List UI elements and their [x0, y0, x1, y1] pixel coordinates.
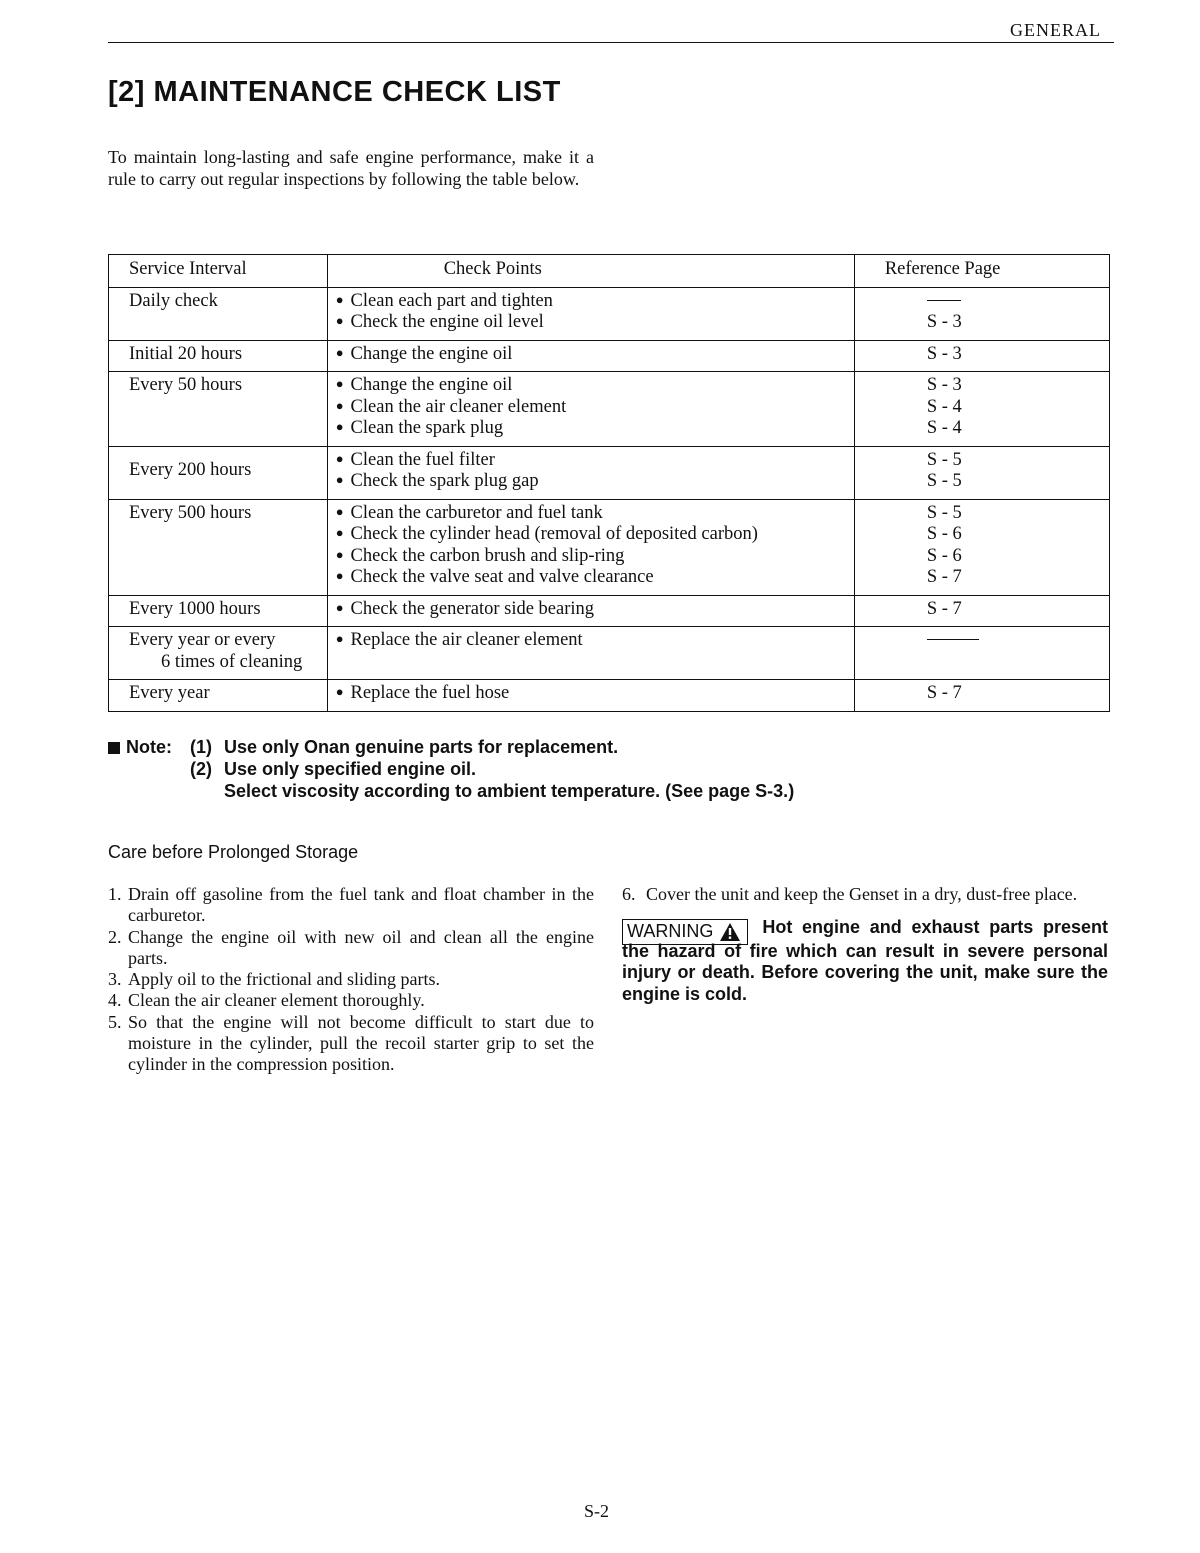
dash-mark [927, 639, 979, 640]
ref-cell [854, 499, 1109, 595]
table-row [109, 372, 1110, 447]
list-item [108, 1012, 594, 1076]
check-point: ● Check the cylinder head (removal of deposited carbon) [336, 524, 854, 546]
check-point: ● Change the engine oil [336, 344, 854, 366]
header-reference-page: Reference Page [854, 255, 1109, 288]
list-item [108, 969, 594, 990]
interval-cell: Every 50 hours [109, 372, 328, 447]
check-point: ● Clean the carburetor and fuel tank [336, 503, 854, 525]
ref-cell [854, 340, 1109, 372]
note-spacer [108, 780, 190, 802]
header-check-points: Check Points [327, 255, 854, 288]
note-label-text: Note: [126, 737, 172, 757]
note-row [108, 780, 794, 802]
interval-cell: Every 1000 hours [109, 595, 328, 627]
ref-cell [854, 446, 1109, 499]
note-num: (2) [190, 759, 212, 779]
maintenance-table [108, 254, 1110, 712]
header-rule [108, 42, 1114, 43]
header-service-interval: Service Interval [109, 255, 328, 288]
points-cell [327, 499, 854, 595]
check-point: ● Check the generator side bearing [336, 599, 854, 621]
points-cell [327, 680, 854, 712]
check-point: ● Check the engine oil level [336, 312, 854, 334]
interval-line: Every year or every [129, 630, 276, 650]
check-point: ● Replace the fuel hose [336, 683, 854, 705]
warning-block [622, 915, 1108, 1005]
warning-label: WARNING [627, 921, 714, 942]
list-item [108, 884, 594, 927]
ref-page: S - 4 [926, 396, 962, 417]
ref-page: S - 7 [926, 683, 962, 703]
interval-cell: Every year [109, 680, 328, 712]
warning-badge [622, 919, 748, 945]
check-point: ● Replace the air cleaner element [336, 630, 854, 652]
ref-page: S - 3 [926, 312, 962, 332]
item-number: 6. [622, 884, 636, 904]
note-num: (1) [190, 737, 212, 757]
table-header-row [109, 255, 1110, 288]
note-spacer [190, 780, 224, 802]
section-header: GENERAL [1010, 20, 1101, 40]
points-cell [327, 446, 854, 499]
item-text: Clean the air cleaner element thoroughly. [128, 990, 425, 1011]
ref-dash [927, 291, 1109, 313]
points-cell [327, 287, 854, 340]
storage-heading: Care before Prolonged Storage [108, 842, 359, 862]
item-text: Drain off gasoline from the fuel tank and float chamber in the carburetor. [128, 884, 594, 926]
page-number: S-2 [584, 1501, 610, 1521]
check-point: ● Clean each part and tighten [336, 291, 854, 313]
ref-cell [854, 287, 1109, 340]
note-row [108, 758, 794, 780]
interval-cell: Daily check [109, 287, 328, 340]
ref-page: S - 3 [926, 343, 962, 364]
ref-cell [854, 680, 1109, 712]
item-number: 5. [108, 1011, 122, 1032]
item-number: 3. [108, 969, 122, 990]
ref-page: S - 5 [926, 449, 962, 470]
points-cell [327, 340, 854, 372]
interval-cell [109, 627, 328, 680]
note-spacer [108, 758, 190, 780]
ref-dash [927, 630, 1109, 652]
note-continuation: Select viscosity according to ambient temperature. (See page S-3.) [224, 781, 795, 801]
notes-block [108, 736, 794, 802]
table-row [109, 499, 1110, 595]
note-text: Use only Onan genuine parts for replacement. [224, 737, 619, 757]
ref-page: S - 7 [926, 598, 962, 619]
storage-list [108, 884, 594, 1076]
check-point: ● Change the engine oil [336, 375, 854, 397]
item-text: Apply oil to the frictional and sliding parts. [128, 969, 440, 990]
interval-cell: Every 200 hours [109, 446, 328, 499]
check-point: ● Clean the air cleaner element [336, 397, 854, 419]
ref-page: S - 5 [926, 502, 962, 523]
check-point: ● Check the valve seat and valve clearance [336, 567, 854, 589]
table-row [109, 340, 1110, 372]
table-row [109, 627, 1110, 680]
ref-cell [854, 595, 1109, 627]
points-cell [327, 627, 854, 680]
list-item [108, 990, 594, 1011]
table-row [109, 287, 1110, 340]
note-label [108, 736, 190, 758]
check-point: ● Check the carbon brush and slip-ring [336, 546, 854, 568]
intro-paragraph: To maintain long-lasting and safe engine performance, make it a rule to carry out regular inspections by following the table below. [108, 147, 594, 189]
check-point: ● Clean the fuel filter [336, 450, 854, 472]
table-row [109, 680, 1110, 712]
item-number: 4. [108, 990, 122, 1011]
interval-cell: Every 500 hours [109, 499, 328, 595]
interval-cell: Initial 20 hours [109, 340, 328, 372]
ref-page: S - 6 [926, 545, 962, 566]
list-item [622, 884, 1108, 905]
page-title: [2] MAINTENANCE CHECK LIST [108, 76, 561, 108]
ref-page: S - 7 [926, 567, 962, 587]
ref-page: S - 5 [926, 471, 962, 491]
item-text: So that the engine will not become difficult to start due to moisture in the cylinder, pull the recoil starter grip to set the cylinder in the compression position. [128, 1011, 594, 1075]
item-text: Cover the unit and keep the Genset in a dry, dust-free place. [646, 884, 1078, 904]
interval-line: 6 times of cleaning [161, 651, 303, 672]
table-row [109, 595, 1110, 627]
storage-right-column [622, 884, 1108, 1005]
note-square-icon [108, 742, 120, 754]
points-cell [327, 595, 854, 627]
warning-text: Hot engine and exhaust parts present the hazard of fire which can result in severe personal injury or death. Before covering the unit, make sure the engine is cold. [622, 917, 1108, 1004]
check-point: ● Check the spark plug gap [336, 471, 854, 493]
note-text: Use only specified engine oil. [224, 759, 477, 779]
item-number: 2. [108, 926, 122, 947]
item-text: Change the engine oil with new oil and clean all the engine parts. [128, 926, 594, 968]
item-number: 1. [108, 884, 122, 904]
note-row [108, 736, 794, 758]
warning-triangle-icon [719, 922, 741, 942]
ref-cell [854, 372, 1109, 447]
list-item [108, 927, 594, 970]
dash-mark [927, 300, 961, 301]
points-cell [327, 372, 854, 447]
table-row [109, 446, 1110, 499]
check-point: ● Clean the spark plug [336, 418, 854, 440]
ref-page: S - 6 [926, 524, 962, 544]
ref-page: S - 4 [926, 418, 962, 438]
ref-cell [854, 627, 1109, 680]
ref-page: S - 3 [926, 375, 962, 395]
